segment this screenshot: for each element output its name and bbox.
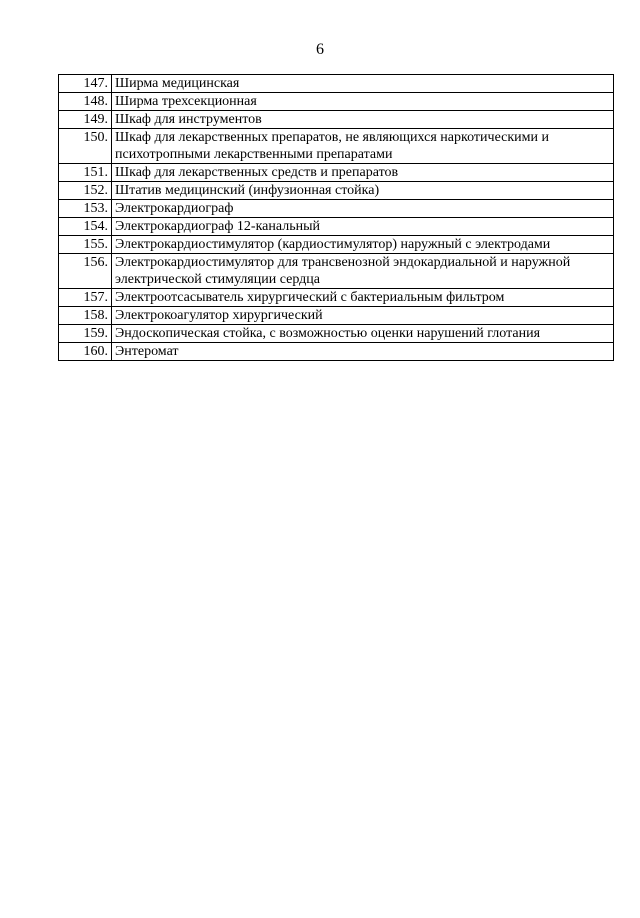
table-row [59, 129, 614, 164]
item-number: 157. [59, 289, 112, 307]
item-number: 156. [59, 254, 112, 289]
item-name: Электроотсасыватель хирургический с бактериальным фильтром [112, 289, 614, 307]
item-number: 151. [59, 164, 112, 182]
table-row [59, 200, 614, 218]
equipment-table [58, 74, 614, 361]
table-row [59, 218, 614, 236]
table-row [59, 325, 614, 343]
table-row [59, 75, 614, 93]
table-row [59, 254, 614, 289]
item-number: 147. [59, 75, 112, 93]
item-name: Шкаф для лекарственных средств и препаратов [112, 164, 614, 182]
item-name: Электрокоагулятор хирургический [112, 307, 614, 325]
item-name: Электрокардиостимулятор для трансвенозной эндокардиальной и наружной электрической стимуляции сердца [112, 254, 614, 289]
table-row [59, 164, 614, 182]
item-name: Шкаф для лекарственных препаратов, не являющихся наркотическими и психотропными лекарственными препаратами [112, 129, 614, 164]
item-number: 150. [59, 129, 112, 164]
item-name: Электрокардиостимулятор (кардиостимулятор) наружный с электродами [112, 236, 614, 254]
item-name: Эндоскопическая стойка, с возможностью оценки нарушений глотания [112, 325, 614, 343]
item-number: 159. [59, 325, 112, 343]
item-number: 154. [59, 218, 112, 236]
item-name: Ширма трехсекционная [112, 93, 614, 111]
item-number: 158. [59, 307, 112, 325]
item-number: 153. [59, 200, 112, 218]
table-row [59, 343, 614, 361]
table-row [59, 182, 614, 200]
item-name: Электрокардиограф 12-канальный [112, 218, 614, 236]
table-row [59, 289, 614, 307]
item-name: Ширма медицинская [112, 75, 614, 93]
item-number: 155. [59, 236, 112, 254]
table-row [59, 236, 614, 254]
item-name: Шкаф для инструментов [112, 111, 614, 129]
item-name: Энтеромат [112, 343, 614, 361]
item-name: Штатив медицинский (инфузионная стойка) [112, 182, 614, 200]
table-row [59, 93, 614, 111]
table-row [59, 111, 614, 129]
item-number: 152. [59, 182, 112, 200]
table-row [59, 307, 614, 325]
page-number: 6 [316, 41, 324, 58]
item-number: 149. [59, 111, 112, 129]
item-number: 148. [59, 93, 112, 111]
item-number: 160. [59, 343, 112, 361]
item-name: Электрокардиограф [112, 200, 614, 218]
